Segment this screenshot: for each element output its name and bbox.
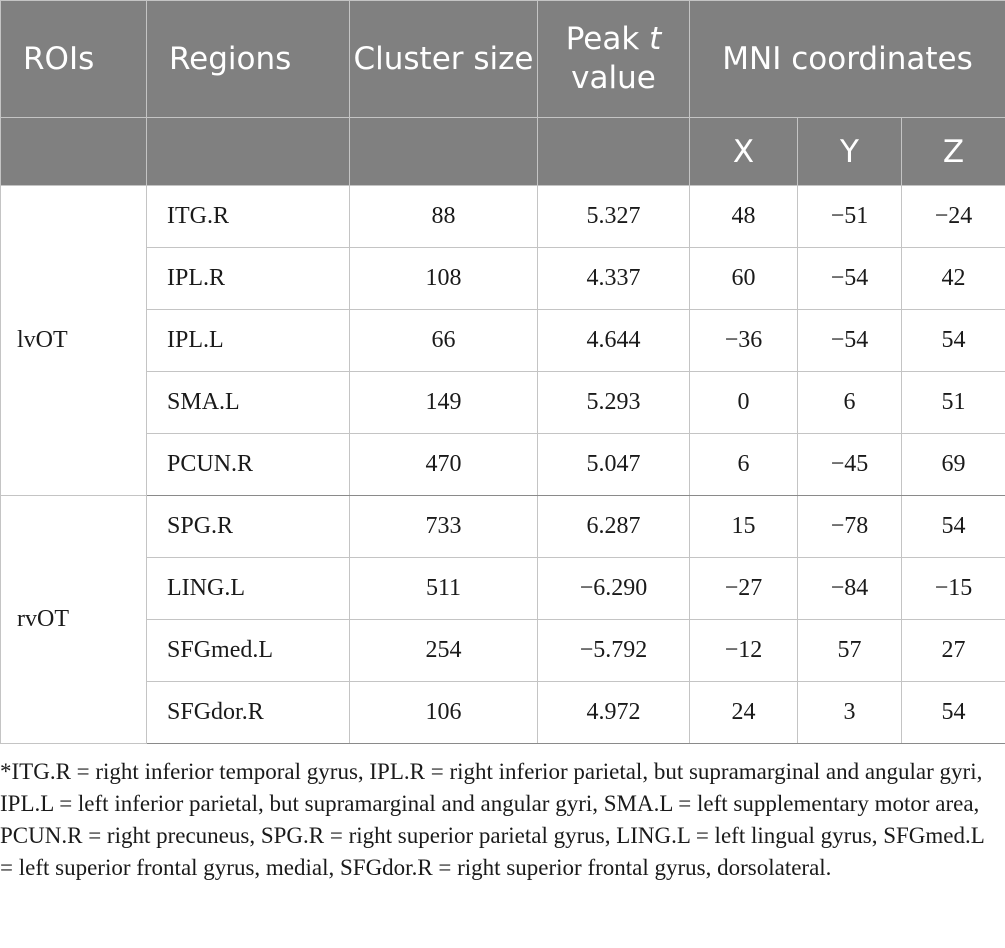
z-cell: 51 <box>902 372 1005 434</box>
region-cell: SPG.R <box>147 496 350 558</box>
header-rois: ROIs <box>1 1 147 118</box>
table-row <box>1 310 1005 372</box>
header-empty-rois <box>1 118 147 186</box>
y-cell: 57 <box>798 620 902 682</box>
peak-cell: 5.047 <box>538 434 690 496</box>
region-cell: SFGmed.L <box>147 620 350 682</box>
table-row <box>1 186 1005 248</box>
y-cell: −54 <box>798 310 902 372</box>
region-cell: PCUN.R <box>147 434 350 496</box>
table-row <box>1 248 1005 310</box>
header-empty-regions <box>147 118 350 186</box>
table-row <box>1 620 1005 682</box>
x-cell: −36 <box>690 310 798 372</box>
region-cell: ITG.R <box>147 186 350 248</box>
z-cell: −24 <box>902 186 1005 248</box>
cluster-cell: 88 <box>350 186 538 248</box>
region-cell: IPL.L <box>147 310 350 372</box>
z-cell: −15 <box>902 558 1005 620</box>
header-peak-t: t <box>649 21 662 57</box>
cluster-cell: 66 <box>350 310 538 372</box>
region-cell: LING.L <box>147 558 350 620</box>
peak-cell: −5.792 <box>538 620 690 682</box>
table-row <box>1 558 1005 620</box>
y-cell: −78 <box>798 496 902 558</box>
table-row <box>1 682 1005 744</box>
cluster-cell: 108 <box>350 248 538 310</box>
z-cell: 27 <box>902 620 1005 682</box>
table-footnote: *ITG.R = right inferior temporal gyrus, IPL.R = right inferior parietal, but supramarginal and angular gyri, IPL.L = left inferior parietal, but supramarginal and angular gyri, SMA.L = left supplementary motor area, PCUN.R = right precuneus, SPG.R = right superior parietal gyrus, LING.L = left lingual gyrus, SFGmed.L = left superior frontal gyrus, medial, SFGdor.R = right superior frontal gyrus, dorsolateral. <box>0 759 984 880</box>
header-peak-prefix: Peak <box>565 21 650 57</box>
y-cell: −45 <box>798 434 902 496</box>
y-cell: 6 <box>798 372 902 434</box>
table-body <box>1 186 1005 744</box>
header-cluster-size: Cluster size <box>350 1 538 118</box>
cluster-cell: 511 <box>350 558 538 620</box>
z-cell: 54 <box>902 310 1005 372</box>
peak-cell: 6.287 <box>538 496 690 558</box>
header-mni-coordinates: MNI coordinates <box>690 1 1005 118</box>
header-peak-suffix: value <box>571 60 656 96</box>
header-empty-peak <box>538 118 690 186</box>
header-regions: Regions <box>147 1 350 118</box>
region-cell: IPL.R <box>147 248 350 310</box>
peak-cell: −6.290 <box>538 558 690 620</box>
cluster-cell: 149 <box>350 372 538 434</box>
cluster-cell: 470 <box>350 434 538 496</box>
peak-cell: 4.972 <box>538 682 690 744</box>
peak-cell: 5.327 <box>538 186 690 248</box>
table-row <box>1 496 1005 558</box>
header-x: X <box>690 118 798 186</box>
x-cell: −27 <box>690 558 798 620</box>
roi-cell-rvot: rvOT <box>1 496 147 744</box>
cluster-cell: 733 <box>350 496 538 558</box>
z-cell: 69 <box>902 434 1005 496</box>
x-cell: 60 <box>690 248 798 310</box>
cluster-cell: 254 <box>350 620 538 682</box>
x-cell: 0 <box>690 372 798 434</box>
y-cell: −54 <box>798 248 902 310</box>
header-empty-cluster <box>350 118 538 186</box>
table-row <box>1 372 1005 434</box>
peak-cell: 5.293 <box>538 372 690 434</box>
x-cell: 24 <box>690 682 798 744</box>
region-cell: SMA.L <box>147 372 350 434</box>
region-cell: SFGdor.R <box>147 682 350 744</box>
header-y: Y <box>798 118 902 186</box>
x-cell: 15 <box>690 496 798 558</box>
y-cell: −84 <box>798 558 902 620</box>
x-cell: 6 <box>690 434 798 496</box>
y-cell: −51 <box>798 186 902 248</box>
peak-cell: 4.337 <box>538 248 690 310</box>
z-cell: 54 <box>902 496 1005 558</box>
z-cell: 54 <box>902 682 1005 744</box>
header-peak-t-value <box>538 1 690 118</box>
roi-cell-lvot: lvOT <box>1 186 147 496</box>
x-cell: −12 <box>690 620 798 682</box>
table-row <box>1 434 1005 496</box>
peak-cell: 4.644 <box>538 310 690 372</box>
table-header <box>1 1 1005 186</box>
y-cell: 3 <box>798 682 902 744</box>
z-cell: 42 <box>902 248 1005 310</box>
cluster-cell: 106 <box>350 682 538 744</box>
header-z: Z <box>902 118 1005 186</box>
x-cell: 48 <box>690 186 798 248</box>
